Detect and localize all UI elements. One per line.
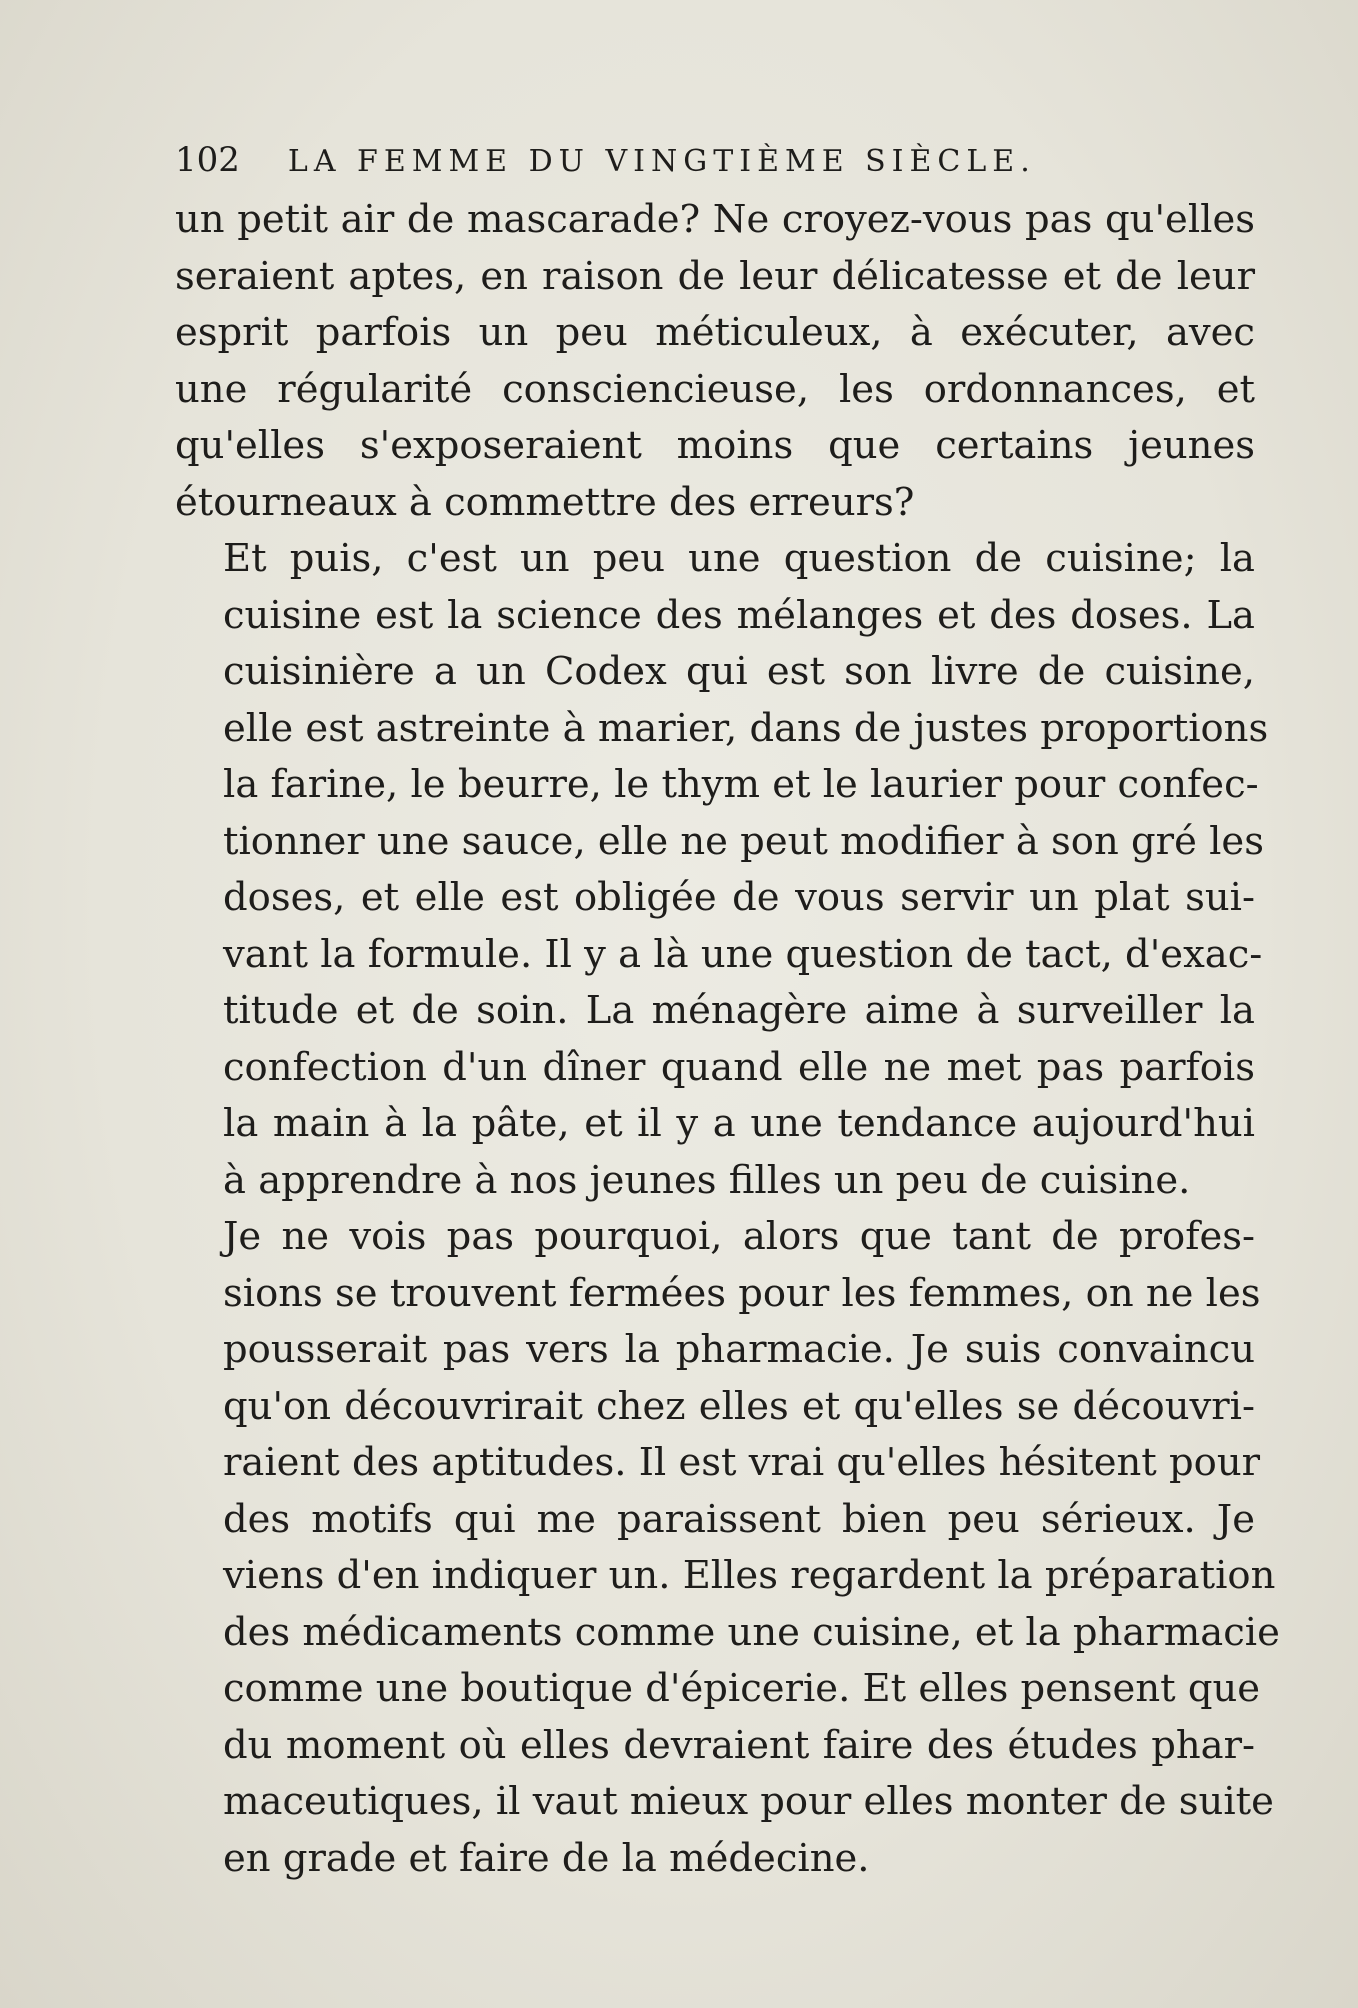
text-line: vant la formule. Il y a là une question de tact, d'exac- [223, 931, 1263, 977]
page-number: 102 [175, 140, 240, 180]
text-line: qu'elles s'exposeraient moins que certains jeunes [175, 423, 1255, 468]
text-line: un petit air de mascarade? Ne croyez-vous pas qu'elles [175, 197, 1255, 242]
text-line: esprit parfois un peu méticuleux, à exécuter, avec [175, 310, 1255, 355]
text-line: seraient aptes, en raison de leur délicatesse et de leur [175, 253, 1255, 299]
text-line: cuisinière a un Codex qui est son livre de cuisine, [223, 649, 1255, 694]
text-line: raient des aptitudes. Il est vrai qu'elles hésitent pour [223, 1440, 1261, 1485]
text-line: en grade et faire de la médecine. [223, 1835, 870, 1881]
body-text [175, 192, 1280, 1887]
text-line: elle est astreinte à marier, dans de justes proportions [223, 705, 1269, 751]
text-line: pousserait pas vers la pharmacie. Je suis convaincu [223, 1327, 1255, 1372]
text-line: doses, et elle est obligée de vous servir un plat sui- [223, 875, 1255, 920]
text-line: comme une boutique d'épicerie. Et elles pensent que [223, 1666, 1261, 1711]
text-line: du moment où elles devraient faire des études phar- [223, 1722, 1255, 1768]
text-line: viens d'en indiquer un. Elles regardent la préparation [223, 1553, 1276, 1598]
text-line: maceutiques, il vaut mieux pour elles monter de suite [223, 1779, 1274, 1824]
running-header [175, 135, 1175, 185]
text-line: Je ne vois pas pourquoi, alors que tant de profes- [223, 1214, 1255, 1259]
paragraph [175, 192, 1255, 531]
text-line: titude et de soin. La ménagère aime à surveiller la [223, 988, 1255, 1033]
text-line: des médicaments comme une cuisine, et la pharmacie [223, 1609, 1280, 1655]
text-line: qu'on découvrirait chez elles et qu'elles se découvri- [223, 1383, 1255, 1429]
text-line: étourneaux à commettre des erreurs? [175, 479, 915, 525]
text-line: une régularité consciencieuse, les ordonnances, et [175, 366, 1255, 412]
text-line: des motifs qui me paraissent bien peu sérieux. Je [223, 1496, 1255, 1542]
text-line: cuisine est la science des mélanges et des doses. La [223, 592, 1255, 638]
text-line: confection d'un dîner quand elle ne met pas parfois [223, 1044, 1255, 1090]
text-line: la farine, le beurre, le thym et le laurier pour confec- [223, 762, 1259, 807]
text-line: sions se trouvent fermées pour les femmes, on ne les [223, 1270, 1261, 1316]
text-line: tionner une sauce, elle ne peut modifier à son gré les [223, 818, 1264, 864]
paragraph [175, 531, 1269, 1209]
text-line: la main à la pâte, et il y a une tendance aujourd'hui [223, 1101, 1255, 1146]
text-line: à apprendre à nos jeunes filles un peu de cuisine. [223, 1157, 1191, 1203]
running-title: LA FEMME DU VINGTIÈME SIÈCLE. [287, 144, 1036, 179]
paragraph [175, 1209, 1280, 1887]
text-line: Et puis, c'est un peu une question de cuisine; la [223, 536, 1255, 581]
